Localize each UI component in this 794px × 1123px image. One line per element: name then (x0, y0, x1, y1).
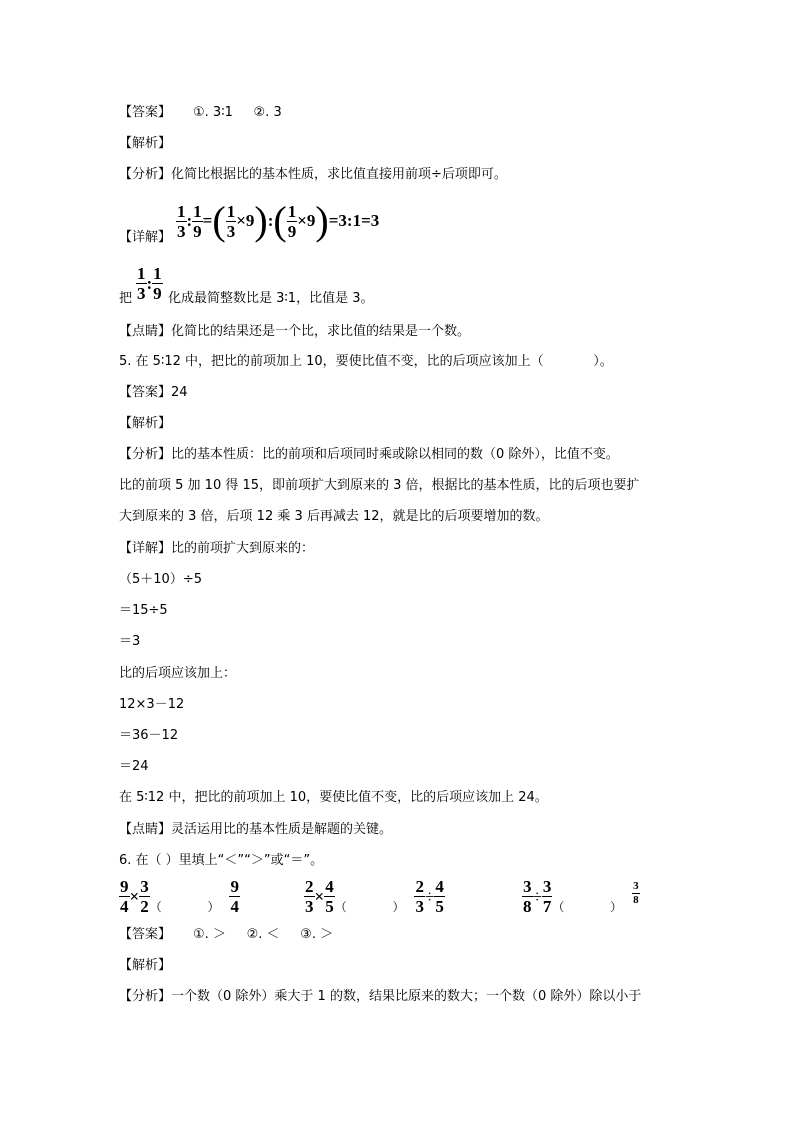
q6-item-1: $\frac{9}{4}$ × $\frac{3}{2}$ （ ） $\frac{9}{4}$ (120, 877, 239, 916)
q4-formula: $\frac{1}{3}$ : $\frac{1}{9}$ = ( $\frac{1}{3}$ ×9 ) : ( $\frac{1}{9}$ ×9 ) =3:1=3 (177, 198, 380, 243)
formula-fraction: $\frac{1}{3}$ (226, 201, 236, 241)
q6-question: 6. 在（ ）里填上“＜”“＞”或“＝”。 (119, 853, 324, 868)
calc-step: 12×3－12 (119, 697, 185, 712)
calc-step: ＝3 (119, 634, 141, 649)
q5-answer-line (119, 384, 188, 402)
answer-tag: 【答案】 (119, 385, 172, 400)
answer-text: ①. ＞ ②. ＜ ③. ＞ (193, 927, 334, 942)
detail-tag: 【详解】 (119, 541, 172, 556)
calc-step: ＝36－12 (119, 728, 179, 743)
q5-conclusion: 在 5∶12 中，把比的前项加上 10，要使比值不变，比的后项应该加上 24。 (119, 790, 548, 805)
q4-dianjing-line: 【点睛】化简比的结果还是一个比，求比值的结果是一个数。 (119, 324, 471, 339)
answer-tag: 【答案】 (119, 105, 172, 120)
q6-analysis-tag: 【解析】 (119, 958, 172, 973)
formula-fraction: $\frac{1}{3}$ (177, 201, 186, 241)
formula-fraction: $\frac{1}{9}$ (287, 201, 297, 241)
dianjing-tag: 【点睛】 (119, 822, 172, 837)
q4-fenxi-line (119, 166, 507, 184)
calc-step: ＝15÷5 (119, 603, 168, 618)
q6-item-3: $\frac{3}{8}$ ÷ $\frac{3}{7}$ （ ） $\frac{3}{8}$ (523, 877, 639, 916)
q6-fenxi-line: 【分析】一个数（0 除外）乘大于 1 的数，结果比原来的数大；一个数（0 除外）除以小于 (119, 989, 642, 1004)
q5-fenxi-line3: 大到原来的 3 倍，后项 12 乘 3 后再减去 12，就是比的后项要增加的数。 (119, 509, 549, 524)
calc-step: （5＋10）÷5 (119, 572, 202, 587)
fenxi-tag: 【分析】 (119, 989, 172, 1004)
blank-paren[interactable]: （ ） (149, 900, 220, 914)
blank-paren[interactable]: （ ） (334, 900, 405, 914)
blank-paren[interactable]: （ ） (552, 900, 623, 914)
answer-text: 24 (171, 385, 188, 400)
q6-answer-line (119, 926, 333, 944)
q4-analysis-tag: 【解析】 (119, 136, 172, 151)
q5-question: 5. 在 5∶12 中，把比的前项加上 10，要使比值不变，比的后项应该加上（ ）。 (119, 354, 613, 369)
q4-ba-line: 把 化成最简整数比是 3∶1，比值是 3。 (119, 291, 374, 306)
q5-fenxi-line1: 【分析】比的基本性质：比的前项和后项同时乘或除以相同的数（0 除外），比值不变。 (119, 447, 619, 462)
calc-step: ＝24 (119, 759, 149, 774)
q5-back-label: 比的后项应该加上： (119, 666, 237, 681)
q4-answer-line (119, 104, 282, 122)
q5-analysis-tag: 【解析】 (119, 416, 172, 431)
q5-detail-line: 【详解】比的前项扩大到原来的： (119, 541, 315, 556)
dianjing-tag: 【点睛】 (119, 324, 172, 339)
answer-tag: 【答案】 (119, 927, 172, 942)
fenxi-tag: 【分析】 (119, 447, 172, 462)
fenxi-tag: 【分析】 (119, 167, 172, 182)
answer-text: ①. 3∶1 ②. 3 (193, 105, 282, 120)
q5-dianjing-line: 【点睛】灵活运用比的基本性质是解题的关键。 (119, 822, 393, 837)
q5-fenxi-line2: 比的前项 5 加 10 得 15，即前项扩大到原来的 3 倍，根据比的基本性质，比的后项也要扩 (119, 478, 640, 493)
q6-item-2: $\frac{2}{3}$ × $\frac{4}{5}$ （ ） $\frac{2}{3}$ ÷ $\frac{4}{5}$ (305, 877, 444, 916)
formula-fraction: $\frac{1}{9}$ (193, 201, 202, 241)
q4-ratio-inline: $\frac{1}{3}$ : $\frac{1}{9}$ (137, 264, 162, 303)
fenxi-text: 化简比根据比的基本性质，求比值直接用前项÷后项即可。 (171, 167, 507, 182)
q4-detail-tag: 【详解】 (119, 230, 172, 245)
